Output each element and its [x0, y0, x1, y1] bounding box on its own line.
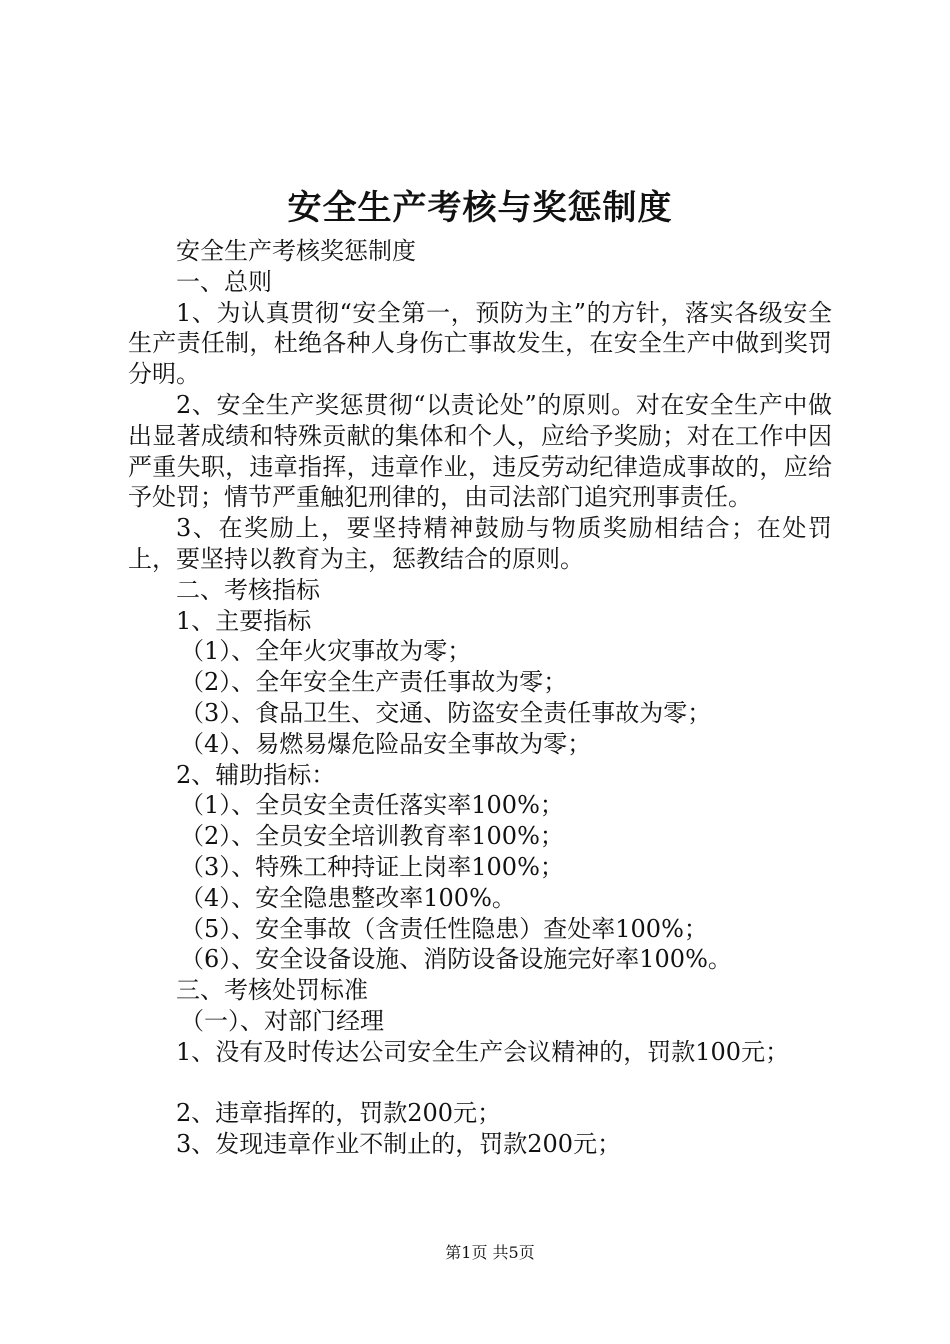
- paragraph-subtitle: 安全生产考核奖惩制度: [176, 237, 416, 265]
- section-heading-indicators: 二、考核指标: [176, 575, 320, 604]
- list-item: （2）、全年安全生产责任事故为零；: [180, 668, 568, 697]
- paragraph-policy-3: 3、在奖励上，要坚持精神鼓励与物质奖励相结合；在处罚上，要坚持以教育为主，惩教结合的原则。: [128, 514, 832, 573]
- subheading-main-indicators: 1、主要指标: [176, 606, 312, 635]
- penalty-item: 1、没有及时传达公司安全生产会议精神的，罚款100元；: [176, 1037, 790, 1066]
- list-item: （3）、食品卫生、交通、防盗安全责任事故为零；: [180, 698, 712, 727]
- section-heading-penalties: 三、考核处罚标准: [176, 976, 368, 1005]
- penalty-item: 2、违章指挥的，罚款200元；: [176, 1099, 502, 1128]
- list-item: （2）、全员安全培训教育率100%；: [180, 822, 564, 851]
- section-heading-general: 一、总则: [176, 267, 272, 296]
- document-title: 安全生产考核与奖惩制度: [287, 188, 673, 228]
- page-footer: 第1页 共5页: [445, 1243, 535, 1262]
- penalty-item: 3、发现违章作业不制止的，罚款200元；: [176, 1130, 622, 1159]
- list-item: （3）、特殊工种持证上岗率100%；: [180, 852, 564, 881]
- list-item: （4）、安全隐患整改率100%。: [180, 883, 516, 912]
- list-item: （1）、全年火灾事故为零；: [180, 637, 472, 666]
- subheading-department-managers: （一）、对部门经理: [180, 1006, 384, 1035]
- subheading-auxiliary-indicators: 2、辅助指标：: [176, 760, 336, 789]
- blank-line: [128, 1068, 832, 1099]
- list-item: （4）、易燃易爆危险品安全事故为零；: [180, 729, 592, 758]
- list-item: （5）、安全事故（含责任性隐患）查处率100%；: [180, 914, 708, 943]
- document-body: [128, 236, 832, 1160]
- list-item: （6）、安全设备设施、消防设备设施完好率100%。: [180, 945, 732, 974]
- paragraph-policy-2: 2、安全生产奖惩贯彻“以责论处”的原则。对在安全生产中做出显著成绩和特殊贡献的集体和个人，应给予奖励；对在工作中因严重失职，违章指挥，违章作业，违反劳动纪律造成事故的，应给予处罚；情节严重触犯刑律的，由司法部门追究刑事责任。: [128, 390, 832, 512]
- paragraph-policy-1: 1、为认真贯彻“安全第一，预防为主”的方针，落实各级安全生产责任制，杜绝各种人身伤亡事故发生，在安全生产中做到奖罚分明。: [128, 298, 832, 389]
- list-item: （1）、全员安全责任落实率100%；: [180, 791, 564, 820]
